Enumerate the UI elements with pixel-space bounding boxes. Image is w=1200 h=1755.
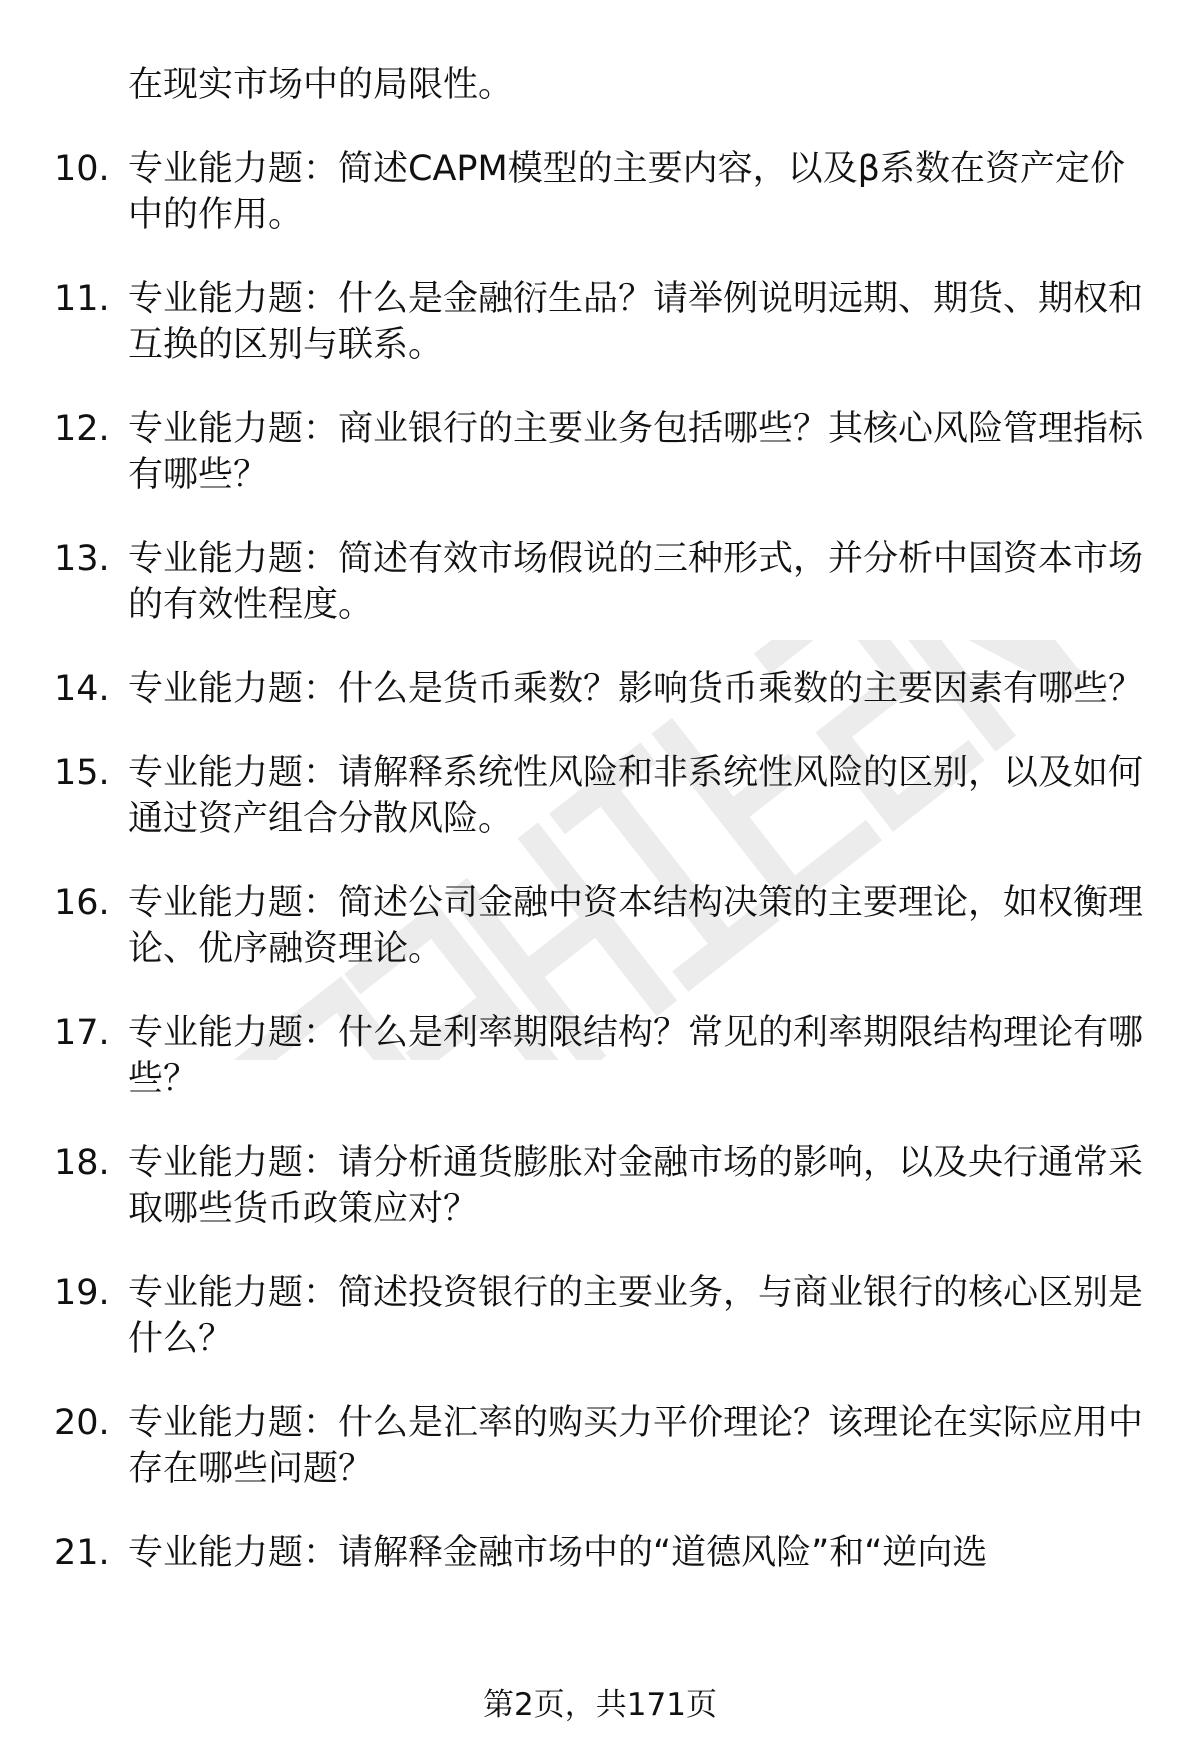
- list-item: [0, 536, 1200, 628]
- question-number: 10.: [54, 149, 110, 189]
- list-item: [0, 750, 1200, 842]
- question-number: 11.: [54, 279, 110, 319]
- question-text: 专业能力题：请解释金融市场中的“道德风险”和“逆向选: [128, 1533, 988, 1573]
- question-text: 专业能力题：简述CAPM模型的主要内容，以及β系数在资产定价中的作用。: [128, 149, 1126, 235]
- question-text: 专业能力题：请分析通货膨胀对金融市场的影响，以及央行通常采取哪些货币政策应对？: [128, 1143, 1144, 1229]
- list-item: [0, 1010, 1200, 1102]
- list-item: [0, 1140, 1200, 1232]
- question-number: 15.: [54, 753, 110, 793]
- question-text: 专业能力题：简述有效市场假说的三种形式，并分析中国资本市场的有效性程度。: [128, 539, 1144, 625]
- list-item: [0, 146, 1200, 238]
- question-text: 专业能力题：商业银行的主要业务包括哪些？其核心风险管理指标有哪些？: [128, 409, 1144, 495]
- question-text: 专业能力题：什么是货币乘数？影响货币乘数的主要因素有哪些？: [128, 669, 1144, 709]
- list-item: [0, 880, 1200, 972]
- list-item: [0, 1400, 1200, 1492]
- question-text: 专业能力题：什么是汇率的购买力平价理论？该理论在实际应用中存在哪些问题？: [128, 1403, 1144, 1489]
- continuation-text: 在现实市场中的局限性。: [128, 65, 514, 105]
- question-text: 专业能力题：什么是金融衍生品？请举例说明远期、期货、期权和互换的区别与联系。: [128, 279, 1144, 365]
- list-item: [0, 1530, 1200, 1576]
- question-text: 专业能力题：简述投资银行的主要业务，与商业银行的核心区别是什么？: [128, 1273, 1144, 1359]
- question-number: 20.: [54, 1403, 110, 1443]
- list-item: [0, 406, 1200, 498]
- question-text: 专业能力题：什么是利率期限结构？常见的利率期限结构理论有哪些？: [128, 1013, 1144, 1099]
- page-footer: 第2页，共171页: [483, 1687, 717, 1723]
- question-number: 18.: [54, 1143, 110, 1183]
- question-number: 19.: [54, 1273, 110, 1313]
- question-text: 专业能力题：请解释系统性风险和非系统性风险的区别，以及如何通过资产组合分散风险。: [128, 753, 1144, 839]
- list-item: [0, 666, 1200, 712]
- question-number: 17.: [54, 1013, 110, 1053]
- question-number: 12.: [54, 409, 110, 449]
- list-item: [0, 1270, 1200, 1362]
- list-item: [0, 276, 1200, 368]
- question-list: [0, 146, 1200, 1614]
- question-number: 16.: [54, 883, 110, 923]
- question-number: 21.: [54, 1533, 110, 1573]
- question-text: 专业能力题：简述公司金融中资本结构决策的主要理论，如权衡理论、优序融资理论。: [128, 883, 1144, 969]
- question-number: 14.: [54, 669, 110, 709]
- question-number: 13.: [54, 539, 110, 579]
